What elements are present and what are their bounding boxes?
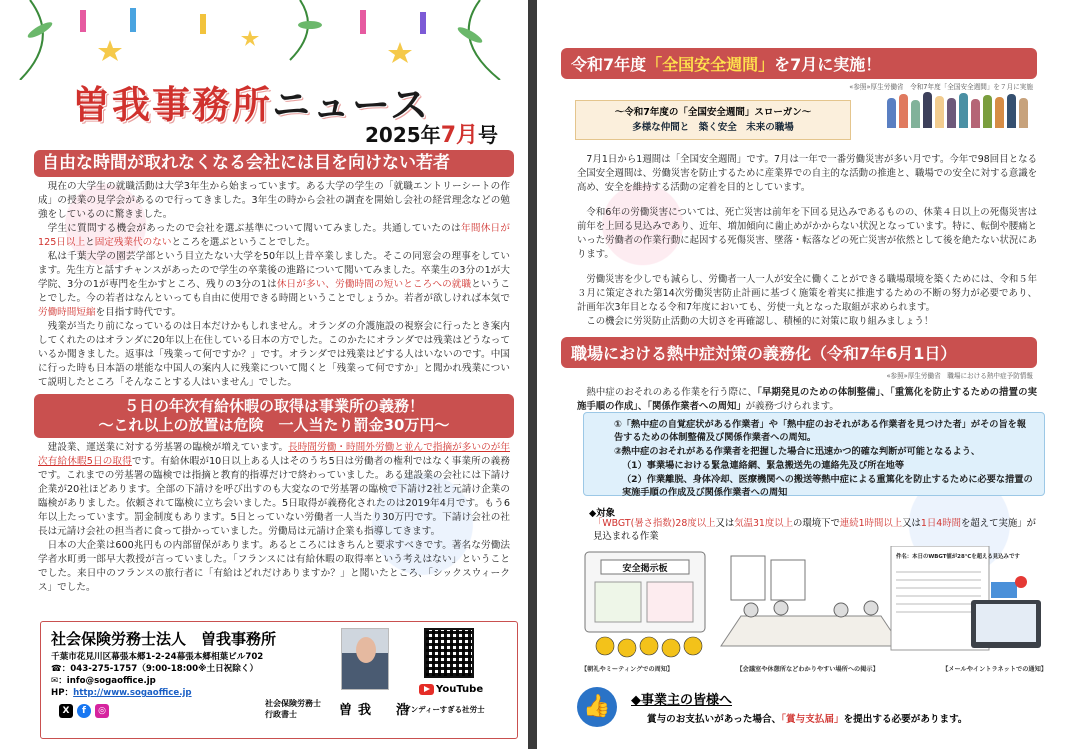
safety-week-heading bbox=[561, 48, 1037, 79]
text-span: を超えて実施」が見込まれる作業 bbox=[593, 518, 1036, 542]
social-links bbox=[59, 704, 109, 718]
youtube-icon bbox=[419, 684, 434, 695]
text-span: の環境下で bbox=[793, 518, 840, 529]
caption-morning: 【朝礼やミーティングでの周知】 bbox=[581, 666, 674, 673]
highlight: 「WBGT(暑さ指数)28度以上 bbox=[593, 518, 716, 529]
section1-heading: 自由な時間が取れなくなる会社には目を向けない若者 bbox=[34, 150, 514, 177]
text-span: を目指す時代です。 bbox=[95, 307, 182, 319]
section2-body bbox=[0, 438, 528, 595]
worker-figure bbox=[947, 98, 956, 128]
section2-p2: 日本の大企業は600兆円もの内部留保があります。あるところにはきちんと要求すべきです。著名な労働法学者水町勇一郎早大教授が言っていました。「フランスには有給休暇の取得率という考えはない」ということでした。来日中のフランスの旅行者に「有給はどれだけありますか？」と聞いたところ、「シックスウィークス」でした。 bbox=[38, 539, 510, 593]
section2-heading bbox=[34, 394, 514, 438]
text-span: 又は bbox=[902, 518, 921, 529]
x-icon[interactable]: X bbox=[59, 704, 73, 718]
text-span: 賞与のお支払いがあった場合、 bbox=[647, 714, 782, 725]
safety-p3: 労働災害を少しでも減らし、労働者一人一人が安全に働くことができる職場環境を築くためには、令和５年３月に策定された第14次労働災害防止計画に基づく施策を着実に推進するための不断の努力が必要であり、計画年次3年目となる令和7年度においても、労使一丸となった取組が求められます。 bbox=[577, 274, 1037, 313]
office-tel: ☎：043-275-1757（9:00-18:00※土日祝除く） bbox=[51, 664, 259, 674]
issue-year: 2025年 bbox=[365, 123, 441, 147]
worker-figure bbox=[887, 98, 896, 128]
instagram-icon[interactable]: ◎ bbox=[95, 704, 109, 718]
portrait-face bbox=[356, 637, 376, 663]
safety-week-reference: «参照»厚生労働省 令和7年度「全国安全週間」を７月に実施 bbox=[849, 83, 1033, 91]
office-name: 社会保険労務士法人 曽我事務所 bbox=[51, 630, 277, 648]
title-news: ニュース bbox=[272, 83, 431, 127]
target-label: ◆対象 bbox=[589, 508, 615, 519]
qualification-2: 行政書士 bbox=[265, 710, 297, 719]
section2-heading-line2: ～これ以上の放置は危険 一人当たり罰金30万円～ bbox=[98, 416, 450, 434]
person-tagline: ダンディーすぎる社労士 bbox=[403, 705, 485, 714]
highlight: 固定残業代のない bbox=[94, 237, 172, 249]
title-office: 曽我事務所 bbox=[72, 82, 273, 127]
worker-figure bbox=[935, 96, 944, 128]
target-text bbox=[593, 517, 1043, 543]
thumbs-up-icon: 👍 bbox=[577, 687, 617, 727]
section1-p2 bbox=[38, 222, 510, 250]
caption-posting: 【会議室や休憩所などわかりやすい場所への掲示】 bbox=[736, 666, 879, 673]
qualification-1: 社会保険労務士 bbox=[265, 699, 321, 708]
section2-p1 bbox=[38, 441, 510, 539]
worker-figure bbox=[983, 95, 992, 128]
portrait-photo bbox=[341, 628, 389, 690]
issue-suffix: 号 bbox=[478, 123, 498, 147]
measure-2-1: （1）事業場における緊急連絡網、緊急搬送先の連絡先及び所在地等 bbox=[622, 460, 905, 471]
highlight: 年間休日が125日以上 bbox=[38, 223, 510, 249]
measure-1: ①「熱中症の自覚症状がある作業者」や「熱中症のおそれがある作業者を見つけた者」がその旨を報告するための体制整備及び関係作業者への周知。 bbox=[614, 419, 1027, 443]
heatstroke-reference: «参照»厚生労働省 職場における熱中症予防情報 bbox=[886, 372, 1033, 380]
measure-2-2: （2）作業離脱、身体冷却、医療機関への搬送等熱中症による重篤化を防止するために必要な措置の実施手順の作成及び関係作業者への周知 bbox=[622, 474, 1033, 498]
youtube-label: YouTube bbox=[436, 684, 484, 695]
worker-figure bbox=[971, 99, 980, 128]
section1-p3 bbox=[38, 250, 510, 320]
text-span: が義務づけられます。 bbox=[745, 401, 839, 412]
text-span: です。有給休暇が10日以上ある人はそのうち5日は労働者の権利ではなく事業所の義務です。これまでの労基署の臨検では指摘と教育的指導だけで終わっていました。ある建設業の会社には下請け企業が20社ほどあります。全部の下請けを呼び出すのも大変なので労基署の臨検で下請け2社と元請け企業の臨検がありました。依頼されて臨検に立ち会いました。5日取得が義務化されたのは2019年4月です。もう6年以上たっています。罰金制度もあります。5日とっていない労働者一人当たり30万円です。下請け会社の社長は元請け会社の担当者に食って掛かっていました。労働局は元請け企業も指導してきます。 bbox=[38, 455, 510, 537]
highlight: 休日が多い、労働時間の短いところへの就職 bbox=[276, 279, 472, 291]
text-span: を提出する必要があります。 bbox=[843, 714, 968, 725]
text-span: ところを選ぶということでした。 bbox=[171, 237, 316, 249]
employer-title-text: ◆事業主の皆様へ bbox=[631, 693, 732, 708]
facebook-icon[interactable]: f bbox=[77, 704, 91, 718]
worker-figure bbox=[995, 97, 1004, 128]
heatstroke-intro-text bbox=[577, 386, 1037, 414]
hp-label: HP： bbox=[51, 688, 74, 698]
worker-figure bbox=[1007, 94, 1016, 128]
newsletter-page-left bbox=[0, 0, 528, 749]
highlight: 長時間労働・時間外労働と並んで指摘が多いのが年次有給休暇5日の取得 bbox=[38, 441, 511, 467]
office-address: 千葉市花見川区幕張本郷1-2-24幕張本郷相葉ビル702 bbox=[51, 652, 264, 662]
heatstroke-intro bbox=[537, 386, 1065, 414]
highlight: 労働時間短縮 bbox=[38, 307, 96, 319]
worker-figure bbox=[923, 92, 932, 128]
heatstroke-communication-illustration bbox=[581, 546, 1047, 664]
text-span: 又は bbox=[715, 518, 735, 529]
issue-month: 7月 bbox=[440, 123, 478, 148]
highlight: 連続1時間以上 bbox=[839, 518, 903, 529]
safety-p4: この機会に労災防止活動の大切さを再確認し、積極的に対策に取り組みましょう！ bbox=[586, 316, 934, 327]
worker-figure bbox=[959, 93, 968, 128]
highlight: 気温31度以上 bbox=[734, 518, 794, 529]
employer-text bbox=[647, 711, 968, 725]
highlight: 1日4時間 bbox=[920, 518, 961, 529]
heading-part: 令和7年度 bbox=[571, 55, 647, 74]
section1-p4: 残業が当たり前になっているのは日本だけかもしれません。オランダの介護施設の視察会に行ったとき案内してくれたのはオランダに20年以上在住している日本の方でした。このかたにオランダでは残業はどうなっているか聞きました。返事は「残業って何ですか？」です。オランダでは残業はどする人はいないのです。中国に行った時も日本語の堪能な中国人の案内人に残業について聞くと「残業って何ですか」と聞かれ残業について説明したところ「そんなことする人はいません」でした。 bbox=[38, 321, 510, 389]
issue-date bbox=[365, 118, 498, 149]
illustration-captions bbox=[581, 664, 1047, 673]
masthead bbox=[0, 0, 528, 150]
caption-email: 【メールやイントラネットでの通知】 bbox=[942, 666, 1047, 673]
office-email[interactable]: ✉：info@sogaoffice.jp bbox=[51, 676, 156, 686]
worker-figure bbox=[911, 100, 920, 128]
slogan-label: ～令和7年度の「全国安全週間」スローガン～ bbox=[614, 107, 812, 118]
qualifications bbox=[265, 698, 321, 720]
qr-code-icon bbox=[424, 628, 474, 678]
person-name: 曽我 浩 bbox=[339, 703, 416, 718]
safety-p1: 7月1日から1週間は「全国安全週間」です。7月は一年で一番労働災害が多い月です。今年で98回目となる全国安全週間は、労働災害を防止するために産業界での自主的な活動の推進と、職場での安全に対する意識を高め、安全を維持する活動の定着を目的としています。 bbox=[577, 154, 1037, 193]
newsletter-page-right bbox=[537, 0, 1065, 749]
measure-2: ②熱中症のおそれがある作業者を把握した場合に迅速かつ的確な判断が可能となるよう、 bbox=[614, 446, 981, 457]
text-span: 熱中症のおそれのある作業を行う際に、 bbox=[586, 387, 758, 398]
notice-subject: 件名：本日のWBGT値が28℃を超える見込みです bbox=[896, 554, 1020, 560]
bulletin-board bbox=[585, 552, 705, 657]
heatstroke-heading: 職場における熱中症対策の義務化（令和7年6月1日） bbox=[561, 337, 1037, 368]
section1-body bbox=[0, 177, 528, 390]
text-span: 建設業、運送業に対する労基署の臨検が増えています。 bbox=[47, 441, 289, 453]
slogan-box bbox=[575, 100, 851, 140]
diverse-workers-illustration bbox=[887, 92, 1028, 128]
safety-week-body bbox=[537, 153, 1065, 329]
highlight: 「早期発見のための体制整備」、「重篤化を防止するための措置の実施手順の作成」、「関係作業者への周知」 bbox=[577, 387, 1037, 412]
heading-part: を7月に実施！ bbox=[774, 55, 882, 74]
text-span: 学生に質問する機会があったので会社を選ぶ基準について聞いてみました。共通していたのは bbox=[47, 223, 461, 235]
text-span: 私は千葉大学の園芸学部という目立たない大学を50年以上昔卒業しました。そこの同窓会の理事をしています。先生方と話すチャンスがあったので学生の卒業後の進路について聞いてみました。卒業生の3分の1が大学院、3分の1が専門を生かすところ、残りの3分の1は bbox=[38, 251, 510, 291]
section2-heading-line1: ５日の年次有給休暇の取得は事業所の義務！ bbox=[123, 397, 424, 416]
text-span: と bbox=[85, 237, 95, 249]
section1-p1: 現在の大学生の就職活動は大学3年生から始まっています。ある大学の学生の「就職エントリーシートの作成」の授業の見学会があるので行ってきました。3年生の時から会社の調査を開始し会社の経営理念などの勉強をしているのに驚きました。 bbox=[38, 181, 510, 221]
employer-title bbox=[631, 689, 732, 708]
worker-figure bbox=[899, 94, 908, 128]
office-contact-box bbox=[40, 621, 518, 739]
worker-figure bbox=[1019, 98, 1028, 128]
board-label: 安全掲示板 bbox=[622, 564, 668, 574]
highlight: 「賞与支払届」 bbox=[781, 714, 844, 725]
safety-p2: 令和6年の労働災害については、死亡災害は前年を下回る見込みであるものの、休業４日以上の死傷災害は前年を上回る見込みであり、近年、増加傾向に歯止めがかからない状況となっています。特に、転倒や腰痛といった労働者の作業行動に起因する死傷災害、墜落・転落などの死亡災害が依然として後を絶たない状況にあります。 bbox=[577, 207, 1037, 260]
page-gutter bbox=[528, 0, 537, 749]
tanabata-decoration-icon bbox=[0, 0, 528, 80]
office-hp bbox=[51, 686, 192, 698]
meeting-room bbox=[721, 556, 901, 646]
youtube-link[interactable] bbox=[419, 684, 483, 695]
heading-highlight: 「全国安全週間」 bbox=[646, 55, 775, 74]
hp-link[interactable]: http://www.sogaoffice.jp bbox=[73, 688, 192, 698]
text-span: ということでした。今の若者はなんといっても自由に使用できる時間ということでしょうか。若者が欲しければ本気で bbox=[38, 279, 511, 305]
heatstroke-measures-box bbox=[583, 412, 1045, 496]
email-notice bbox=[891, 546, 1041, 650]
slogan-text: 多様な仲間と 築く安全 未来の職場 bbox=[632, 122, 794, 133]
employer-notice bbox=[577, 687, 1047, 729]
